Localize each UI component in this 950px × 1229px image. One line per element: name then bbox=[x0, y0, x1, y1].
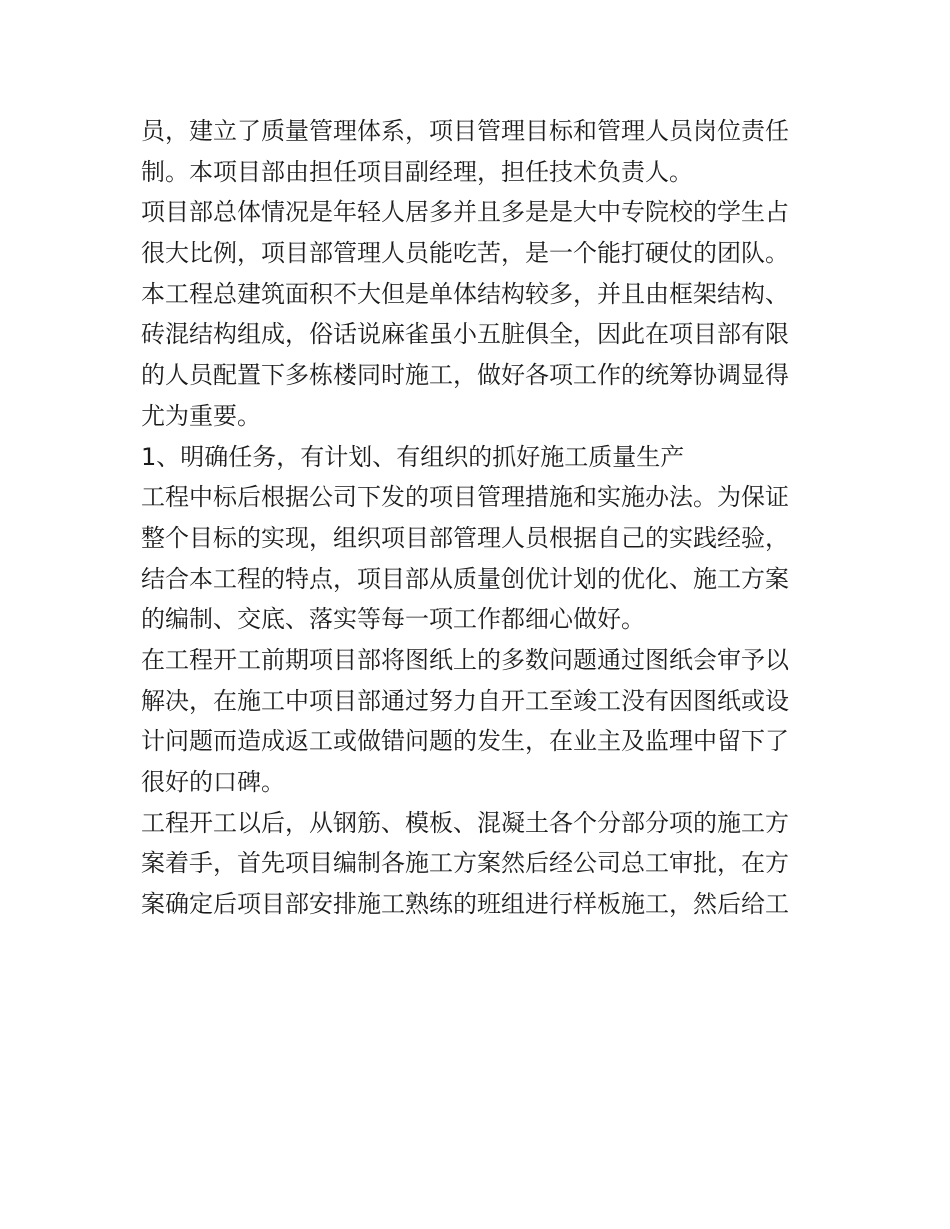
text-line: 的人员配置下多栋楼同时施工，做好各项工作的统筹协调显得 bbox=[141, 361, 789, 390]
document-body bbox=[141, 112, 821, 926]
text-line: 结合本工程的特点，项目部从质量创优计划的优化、施工方案 bbox=[141, 564, 789, 593]
text-line: 很好的口碑。 bbox=[141, 768, 285, 796]
text-line: 在工程开工前期项目部将图纸上的多数问题通过图纸会审予以 bbox=[141, 645, 789, 674]
text-line: 案着手，首先项目编制各施工方案然后经公司总工审批，在方 bbox=[141, 849, 789, 878]
text-line: 本工程总建筑面积不大但是单体结构较多，并且由框架结构、 bbox=[141, 279, 789, 308]
text-line: 的编制、交底、落实等每一项工作都细心做好。 bbox=[141, 605, 645, 634]
text-line: 项目部总体情况是年轻人居多并且多是是大中专院校的学生占 bbox=[141, 198, 789, 227]
text-line: 制。本项目部由担任项目副经理，担任技术负责人。 bbox=[141, 157, 693, 186]
text-line: 案确定后项目部安排施工熟练的班组进行样板施工，然后给工 bbox=[141, 890, 789, 919]
text-line: 工程中标后根据公司下发的项目管理措施和实施办法。为保证 bbox=[141, 483, 789, 512]
text-line: 员，建立了质量管理体系，项目管理目标和管理人员岗位责任 bbox=[141, 117, 789, 145]
text-line: 整个目标的实现，组织项目部管理人员根据自己的实践经验， bbox=[141, 523, 789, 552]
section-heading: 1、明确任务，有计划、有组织的抓好施工质量生产 bbox=[141, 442, 685, 471]
text-line: 尤为重要。 bbox=[141, 401, 261, 430]
text-line: 工程开工以后，从钢筋、模板、混凝土各个分部分项的施工方 bbox=[141, 808, 789, 837]
text-line: 解决，在施工中项目部通过努力自开工至竣工没有因图纸或设 bbox=[141, 686, 789, 715]
text-line: 砖混结构组成，俗话说麻雀虽小五脏俱全，因此在项目部有限 bbox=[141, 320, 789, 349]
text-line: 很大比例，项目部管理人员能吃苦，是一个能打硬仗的团队。 bbox=[141, 239, 789, 268]
text-line: 计问题而造成返工或做错问题的发生，在业主及监理中留下了 bbox=[141, 727, 789, 756]
